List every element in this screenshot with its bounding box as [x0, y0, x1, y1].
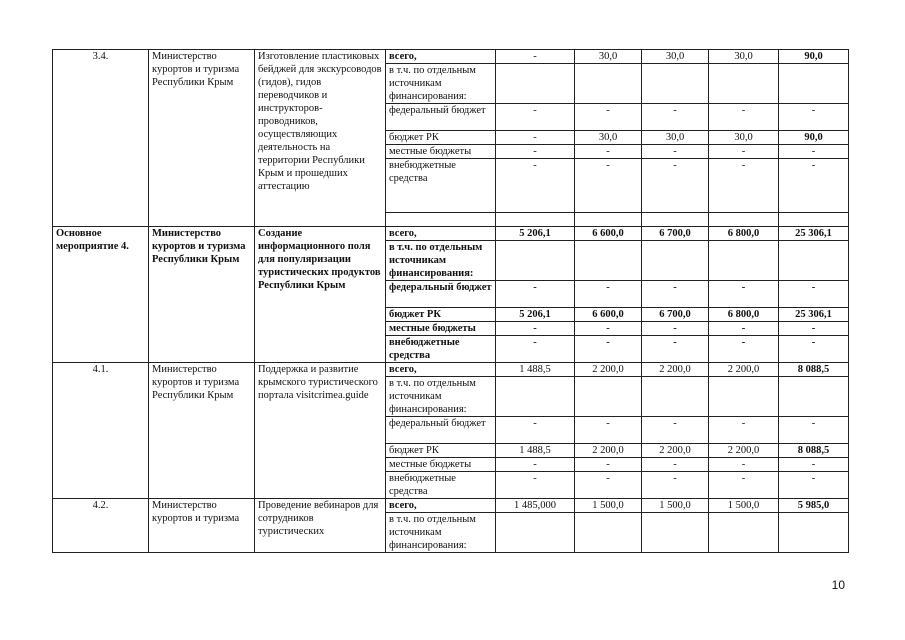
responsible-org: Министерство курортов и туризма Республики Крым — [149, 363, 255, 499]
value-cell: - — [496, 159, 575, 213]
table-row — [53, 50, 849, 64]
label-local: местные бюджеты — [386, 145, 496, 159]
value-cell: 30,0 — [709, 50, 779, 64]
value-cell: 6 800,0 — [709, 308, 779, 322]
value-cell: - — [642, 472, 709, 499]
label-incl: в т.ч. по отдельным источникам финансирования: — [386, 513, 496, 553]
value-cell: - — [642, 322, 709, 336]
value-cell: 2 200,0 — [709, 363, 779, 377]
value-cell: - — [709, 417, 779, 444]
page-number: 10 — [831, 578, 845, 592]
responsible-org: Министерство курортов и туризма Республики Крым — [149, 50, 255, 227]
value-cell: 8 088,5 — [779, 444, 849, 458]
value-cell: - — [496, 472, 575, 499]
value-cell: - — [496, 131, 575, 145]
value-cell: - — [779, 417, 849, 444]
activity-name: Создание информационного поля для популяризации туристических продуктов Республики Крым — [255, 227, 386, 363]
value-cell: 1 488,5 — [496, 363, 575, 377]
value-cell: 6 600,0 — [575, 227, 642, 241]
label-extra: внебюджетные средства — [386, 159, 496, 213]
value-cell: - — [779, 104, 849, 131]
row-number: 4.1. — [53, 363, 149, 499]
value-cell: 1 488,5 — [496, 444, 575, 458]
responsible-org: Министерство курортов и туризма Республики Крым — [149, 227, 255, 363]
value-cell: - — [575, 417, 642, 444]
label-extra: внебюджетные средства — [386, 472, 496, 499]
value-cell: - — [779, 281, 849, 308]
value-cell: - — [642, 159, 709, 213]
value-cell: 1 500,0 — [642, 499, 709, 513]
value-cell: - — [779, 145, 849, 159]
value-cell: - — [709, 458, 779, 472]
value-cell: 2 200,0 — [575, 444, 642, 458]
value-cell: 8 088,5 — [779, 363, 849, 377]
label-local: местные бюджеты — [386, 322, 496, 336]
value-cell: 5 206,1 — [496, 227, 575, 241]
value-cell: - — [779, 472, 849, 499]
row-number: 3.4. — [53, 50, 149, 227]
value-cell: - — [779, 159, 849, 213]
value-cell: - — [496, 417, 575, 444]
table-row — [53, 499, 849, 513]
label-rk: бюджет РК — [386, 131, 496, 145]
table-row — [53, 363, 849, 377]
value-cell: - — [575, 159, 642, 213]
label-incl: в т.ч. по отдельным источникам финансирования: — [386, 241, 496, 281]
value-cell: 6 600,0 — [575, 308, 642, 322]
value-cell: - — [575, 145, 642, 159]
value-cell: - — [575, 472, 642, 499]
label-local: местные бюджеты — [386, 458, 496, 472]
value-cell: 1 500,0 — [709, 499, 779, 513]
value-cell: - — [575, 336, 642, 363]
value-cell: - — [709, 322, 779, 336]
value-cell: - — [709, 145, 779, 159]
label-total: всего, — [386, 227, 496, 241]
value-cell: - — [709, 336, 779, 363]
value-cell: 2 200,0 — [575, 363, 642, 377]
value-cell: - — [496, 281, 575, 308]
value-cell: - — [779, 322, 849, 336]
row-number: 4.2. — [53, 499, 149, 553]
value-cell: - — [779, 336, 849, 363]
value-cell: 30,0 — [642, 50, 709, 64]
responsible-org: Министерство курортов и туризма — [149, 499, 255, 553]
value-cell: - — [642, 104, 709, 131]
value-cell: 90,0 — [779, 131, 849, 145]
value-cell: - — [709, 159, 779, 213]
label-total: всего, — [386, 50, 496, 64]
label-incl: в т.ч. по отдельным источникам финансирования: — [386, 64, 496, 104]
value-cell: - — [496, 145, 575, 159]
value-cell: 5 206,1 — [496, 308, 575, 322]
label-total: всего, — [386, 499, 496, 513]
value-cell: 2 200,0 — [642, 363, 709, 377]
value-cell: 1 485,000 — [496, 499, 575, 513]
value-cell: 30,0 — [709, 131, 779, 145]
value-cell: - — [779, 458, 849, 472]
value-cell: - — [575, 458, 642, 472]
activity-name: Поддержка и развитие крымского туристического портала visitcrimea.guide — [255, 363, 386, 499]
value-cell: - — [642, 458, 709, 472]
value-cell: 2 200,0 — [709, 444, 779, 458]
table-row — [53, 227, 849, 241]
value-cell: - — [575, 104, 642, 131]
label-federal: федеральный бюджет — [386, 417, 496, 444]
label-federal: федеральный бюджет — [386, 281, 496, 308]
value-cell: 1 500,0 — [575, 499, 642, 513]
value-cell: 5 985,0 — [779, 499, 849, 513]
value-cell: - — [709, 472, 779, 499]
value-cell: 6 800,0 — [709, 227, 779, 241]
activity-name: Проведение вебинаров для сотрудников туристических — [255, 499, 386, 553]
value-cell: 90,0 — [779, 50, 849, 64]
label-rk: бюджет РК — [386, 308, 496, 322]
value-cell: - — [496, 336, 575, 363]
financing-table — [52, 49, 849, 553]
value-cell: 30,0 — [575, 131, 642, 145]
row-number: Основное мероприятие 4. — [53, 227, 149, 363]
value-cell: - — [709, 281, 779, 308]
value-cell: - — [642, 281, 709, 308]
label-incl: в т.ч. по отдельным источникам финансирования: — [386, 377, 496, 417]
value-cell: 6 700,0 — [642, 227, 709, 241]
value-cell: - — [496, 50, 575, 64]
activity-name: Изготовление пластиковых бейджей для экскурсоводов (гидов), гидов переводчиков и инструкторов-проводников, осуществляющих деятельность на территории Республики Крым и прошедших аттестацию — [255, 50, 386, 227]
value-cell: 25 306,1 — [779, 308, 849, 322]
label-total: всего, — [386, 363, 496, 377]
label-rk: бюджет РК — [386, 444, 496, 458]
label-federal: федеральный бюджет — [386, 104, 496, 131]
value-cell: - — [575, 322, 642, 336]
value-cell: - — [496, 322, 575, 336]
value-cell: 6 700,0 — [642, 308, 709, 322]
value-cell: 30,0 — [642, 131, 709, 145]
value-cell: - — [642, 145, 709, 159]
value-cell: 30,0 — [575, 50, 642, 64]
value-cell: - — [709, 104, 779, 131]
value-cell: 25 306,1 — [779, 227, 849, 241]
value-cell: - — [642, 336, 709, 363]
value-cell: - — [496, 104, 575, 131]
value-cell: 2 200,0 — [642, 444, 709, 458]
value-cell: - — [575, 281, 642, 308]
value-cell: - — [642, 417, 709, 444]
label-extra: внебюджетные средства — [386, 336, 496, 363]
value-cell: - — [496, 458, 575, 472]
